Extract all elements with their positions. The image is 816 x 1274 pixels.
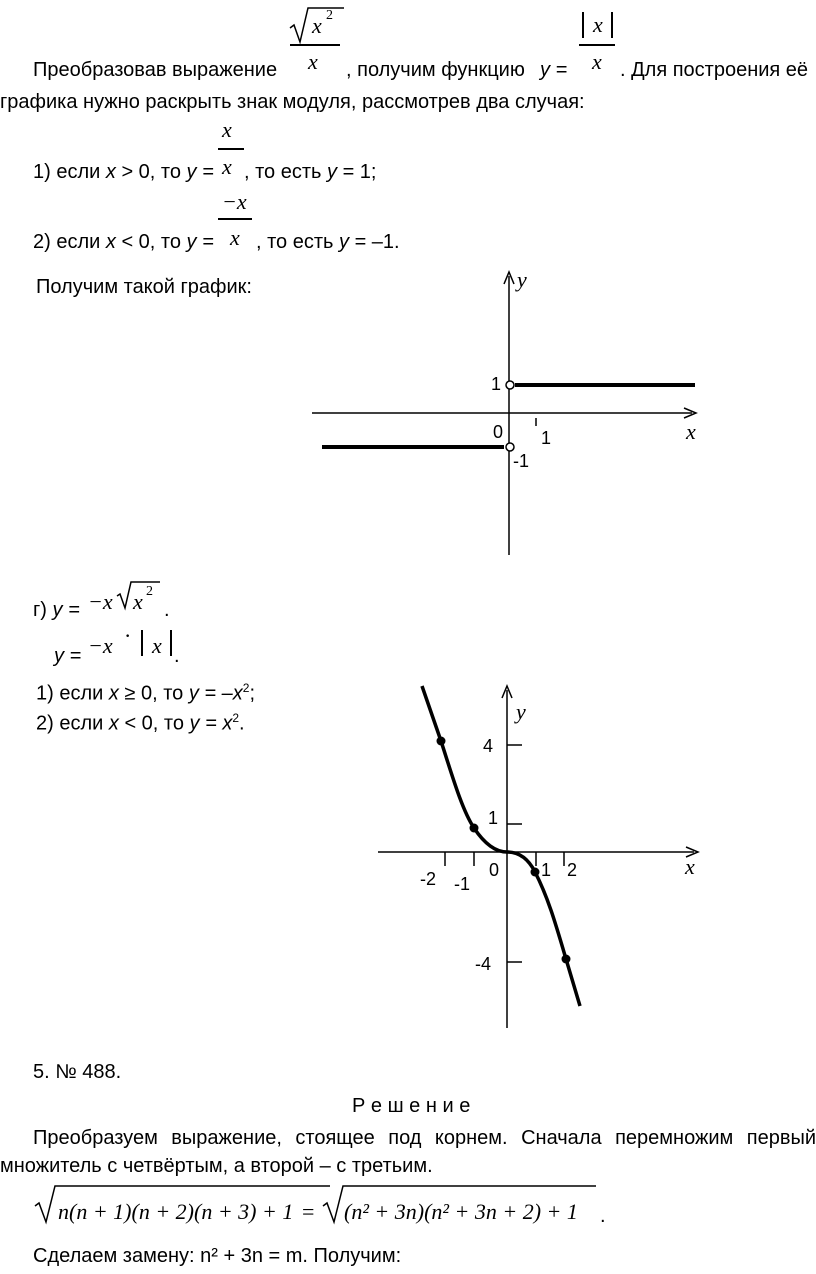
case1-frac-den: x: [222, 154, 232, 179]
graph1-label-ym1: -1: [513, 451, 530, 471]
part-g-label: г): [33, 599, 47, 621]
part-g-abs-left: [141, 630, 143, 656]
case2-result: = –1.: [354, 231, 400, 253]
formula-left: n(n + 1)(n + 2)(n + 3) + 1: [58, 1199, 294, 1224]
graph1-x-arrow: [684, 408, 696, 418]
graph1-caption: Получим такой график:: [36, 276, 252, 298]
case1-frac-bar: [218, 148, 244, 150]
graph2-x-label: x: [685, 854, 695, 879]
case2-prefix: 2) если: [33, 231, 101, 253]
case2-frac-den: x: [230, 225, 240, 250]
part-g-case2-text: 2) если: [36, 712, 104, 735]
graph2-y-label: y: [516, 699, 526, 724]
part-g-case1-exp: 2: [242, 681, 250, 695]
case1-y-eq: y =: [186, 161, 214, 183]
intro-text-start: Преобразовав выражение: [33, 59, 278, 81]
case2-cond: < 0, то: [121, 231, 181, 253]
graph2-label-x1: 1: [541, 860, 552, 880]
graph2-label-y1: 1: [488, 808, 499, 828]
solution-heading: Р е ш е н и е: [352, 1095, 471, 1117]
part-g-case2-exp: 2: [232, 711, 240, 725]
graph2-point-2: [562, 955, 571, 964]
formula-right: (n² + 3n)(n² + 3n + 2) + 1: [344, 1199, 578, 1224]
graph2-curve: [422, 686, 580, 1006]
graph2-point-m2: [437, 737, 446, 746]
part-g-case2-cond: < 0, то: [124, 712, 184, 735]
case1-var: x: [105, 161, 116, 183]
case1-line: [33, 160, 214, 184]
fraction-bar-1: [290, 44, 340, 46]
case2-var: x: [105, 231, 116, 253]
case1-y: y: [327, 161, 337, 183]
part-g-case1-y: y: [188, 682, 199, 705]
case2-mid: , то есть: [256, 231, 334, 253]
problem-para-line1: Преобразуем выражение, стоящее под корнем. Сначала перемножим первый: [33, 1127, 816, 1149]
intro-text-mid: , получим функцию: [346, 59, 525, 81]
part-g-y-eq-2: y =: [54, 645, 82, 667]
graph1-label-y1: 1: [491, 374, 502, 394]
sqrt-radicand: x: [312, 13, 322, 38]
case2-frac-num: −x: [222, 189, 247, 214]
part-g-abs-right: [170, 630, 172, 656]
part-g-case1: [36, 676, 255, 706]
part-g-case1-cond: ≥ 0, то: [124, 682, 184, 705]
fraction-den-1: x: [308, 49, 318, 74]
case2-line: [33, 230, 214, 254]
part-g-y-eq: y =: [52, 599, 80, 621]
graph2-label-x2: 2: [567, 860, 578, 880]
part-g-cdot: ·: [124, 623, 132, 648]
graph2-label-y4: 4: [483, 736, 494, 756]
graph1-y-label: y: [517, 267, 527, 292]
part-g-sqrt-exponent: 2: [146, 584, 153, 599]
formula-end: .: [600, 1205, 606, 1227]
part-g-case2: [36, 706, 245, 736]
problem-number: 5. № 488.: [33, 1061, 122, 1083]
part-g-case1-res: = –x: [204, 682, 243, 705]
intro-y-eq: y =: [540, 59, 568, 81]
graph1-x-label: x: [686, 419, 696, 444]
case1-prefix: 1) если: [33, 161, 101, 183]
abs-bar-right: [611, 12, 613, 38]
case1-mid: , то есть: [244, 161, 322, 183]
graph1-open-point-1: [506, 381, 514, 389]
part-g-case2-y: y: [189, 712, 200, 735]
part-g-case2-res: = x: [205, 712, 233, 735]
graph1-y-arrow: [504, 272, 514, 284]
graph2-y-arrow: [502, 686, 512, 698]
part-g-dot-1: .: [164, 599, 170, 621]
graph1-label-x1: 1: [541, 428, 552, 448]
case1-result: = 1;: [342, 161, 377, 183]
graph1-label-origin: 0: [493, 422, 504, 442]
part-g-expr2-prefix: −x: [88, 633, 113, 658]
substitution-line: Сделаем замену: n² + 3n = m. Получим:: [33, 1245, 402, 1267]
graph2-label-origin: 0: [489, 860, 500, 880]
part-g-case1-text: 1) если: [36, 682, 104, 705]
graph2-label-xm1: -1: [454, 874, 471, 894]
part-g-case1-end: ;: [249, 682, 255, 705]
part-g-case2-end: .: [239, 712, 245, 735]
part-g-sqrt-radicand: x: [133, 589, 143, 614]
case1-cond: > 0, то: [121, 161, 181, 183]
part-g-expr1-prefix: −x: [88, 589, 113, 614]
case2-y: y: [339, 231, 349, 253]
part-g-dot-2: .: [174, 645, 180, 667]
part-g-case1-var: x: [108, 682, 119, 705]
case2-tail: [256, 230, 400, 254]
formula-equals: =: [302, 1199, 315, 1224]
abs-bar-left: [582, 12, 584, 38]
case2-frac-bar: [218, 218, 252, 220]
part-g-case2-var: x: [108, 712, 119, 735]
graph2-label-ym4: -4: [475, 954, 492, 974]
part-g-abs-x: x: [152, 633, 162, 658]
case1-tail: [244, 160, 376, 184]
intro-text-end: . Для построения её: [620, 59, 809, 81]
fraction-den-2: x: [592, 49, 602, 74]
graph2-point-1: [531, 868, 540, 877]
case2-y-eq: y =: [186, 231, 214, 253]
problem-para-line2: множитель с четвёртым, а второй – с третьим.: [0, 1155, 433, 1177]
case1-frac-num: x: [222, 117, 232, 142]
sqrt-exponent: 2: [326, 8, 333, 23]
abs-value-x: x: [593, 12, 603, 37]
graph2-label-xm2: -2: [420, 869, 437, 889]
intro-line-2: графика нужно раскрыть знак модуля, рассмотрев два случая:: [0, 91, 585, 113]
fraction-bar-2: [579, 44, 615, 46]
part-g-line1: [33, 598, 80, 622]
graph2-point-m1: [470, 824, 479, 833]
